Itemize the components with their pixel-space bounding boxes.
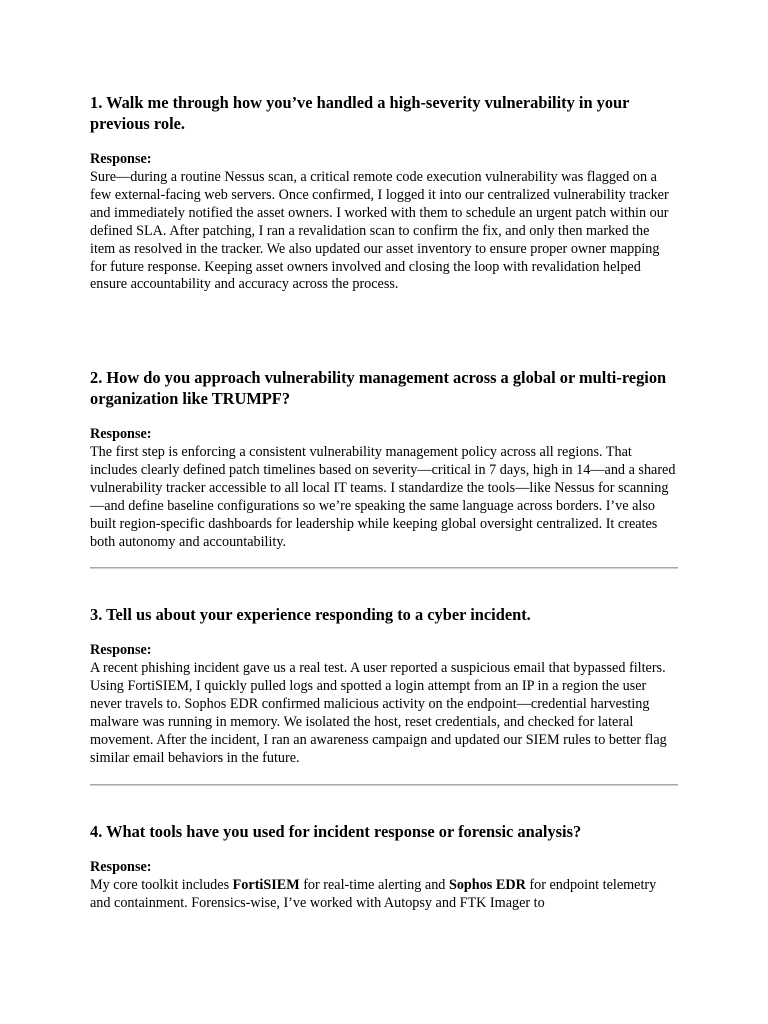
question-heading: 4. What tools have you used for incident response or forensic analysis? bbox=[90, 822, 582, 841]
response-label: Response: bbox=[90, 642, 152, 658]
horizontal-divider bbox=[90, 784, 678, 786]
answer-text: for real-time alerting and bbox=[299, 877, 449, 893]
question-heading: 1. Walk me through how you’ve handled a high-severity vulnerability in your previous role. bbox=[90, 93, 630, 133]
question-heading: 2. How do you approach vulnerability management across a global or multi-region organization like TRUMPF? bbox=[90, 368, 667, 408]
answer-text: My core toolkit includes bbox=[90, 877, 233, 893]
answer-paragraph: A recent phishing incident gave us a real test. A user reported a suspicious email that bypassed filters. Using FortiSIEM, I quickly pulled logs and spotted a login attempt from an IP in a region the user never travels to. Sophos EDR confirmed malicious activity on the endpoint—credential harvesting malware was running in memory. We isolated the host, reset credentials, and checked for lateral movement. After the incident, I ran an awareness campaign and updated our SIEM rules to better flag similar email behaviors in the future. bbox=[90, 660, 667, 766]
answer-paragraph: The first step is enforcing a consistent vulnerability management policy across all regions. That includes clearly defined patch timelines based on severity—critical in 7 days, high in 14—and a shared vulnerability tracker accessible to all local IT teams. I standardize the tools—like Nessus for scanning—and define baseline configurations so we’re speaking the same language across borders. I’ve also built region-specific dashboards for leadership while keeping global oversight centralized. It creates both autonomy and accountability. bbox=[90, 444, 676, 550]
answer-paragraph bbox=[90, 877, 678, 913]
answer-paragraph: Sure—during a routine Nessus scan, a critical remote code execution vulnerability was flagged on a few external-facing web servers. Once confirmed, I logged it into our centralized vulnerability tracker and immediately notified the asset owners. I worked with them to schedule an urgent patch within our defined SLA. After patching, I ran a revalidation scan to confirm the fix, and only then marked the item as resolved in the tracker. We also updated our asset inventory to ensure proper owner mapping for future response. Keeping asset owners involved and closing the loop with revalidation helped ensure accountability and accuracy across the process. bbox=[90, 169, 669, 293]
answer-text: for endpoint telemetry and containment. Forensics-wise, I’ve worked with Autopsy and FTK Imager to bbox=[90, 877, 657, 911]
response-label: Response: bbox=[90, 859, 152, 875]
tool-name-sophos-edr: Sophos EDR bbox=[448, 877, 526, 893]
response-label: Response: bbox=[90, 151, 152, 167]
tool-name-fortisiem: FortiSIEM bbox=[232, 877, 300, 893]
response-label: Response: bbox=[90, 426, 152, 442]
horizontal-divider bbox=[90, 567, 678, 569]
question-heading: 3. Tell us about your experience responding to a cyber incident. bbox=[90, 605, 531, 624]
